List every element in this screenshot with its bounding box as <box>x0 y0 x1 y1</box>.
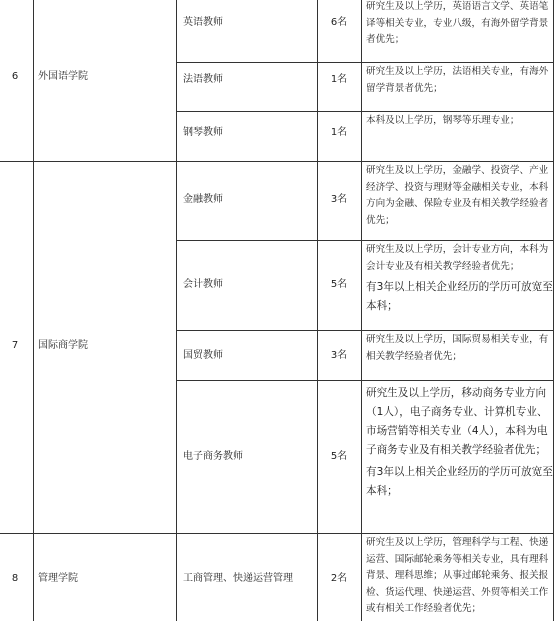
position-title: 法语教师 <box>183 74 223 85</box>
grid-line <box>0 533 554 534</box>
position-requirements <box>362 0 556 49</box>
requirement-text: 有3年以上相关企业经历的学历可放宽至本科； <box>366 466 553 497</box>
position-requirements <box>362 384 556 501</box>
requirement-text: 研究生及以上学历，移动商务专业方向（1人），电子商务专业、计算机专业、市场营销等相关专业（4人），本科为电子商务专业及有相关教学经验者优先； <box>366 387 548 456</box>
college-name: 外国语学院 <box>38 71 88 82</box>
position-requirements <box>362 332 556 365</box>
position-title: 电子商务教师 <box>183 451 243 462</box>
grid-line <box>33 0 34 621</box>
grid-line <box>176 240 554 241</box>
grid-line <box>317 0 318 621</box>
requirement-text: 研究生及以上学历，金融学、投资学、产业经济学、投资与理财等金融相关专业，本科方向为金融、保险专业及有相关教学经验者优先； <box>366 165 549 226</box>
row-number: 7 <box>11 340 19 351</box>
position-title: 国贸教师 <box>183 350 223 361</box>
requirement-text: 本科及以上学历，钢琴等乐理专业； <box>366 115 520 126</box>
position-requirements <box>362 113 556 130</box>
position-title: 工商管理、快递运营管理 <box>183 573 293 584</box>
position-title: 钢琴教师 <box>183 127 223 138</box>
position-count: 5名 <box>330 451 348 462</box>
college-name: 管理学院 <box>38 573 78 584</box>
college-name: 国际商学院 <box>38 340 88 351</box>
position-count: 1名 <box>330 74 348 85</box>
position-count: 3名 <box>330 350 348 361</box>
grid-line <box>176 111 554 112</box>
position-count: 2名 <box>330 573 348 584</box>
position-count: 3名 <box>330 194 348 205</box>
position-title: 会计教师 <box>183 279 223 290</box>
position-requirements <box>362 163 556 229</box>
position-count: 1名 <box>330 127 348 138</box>
grid-line <box>0 161 554 162</box>
row-number: 6 <box>11 71 19 82</box>
position-requirements <box>362 64 556 97</box>
grid-line <box>176 62 554 63</box>
requirement-text: 研究生及以上学历，会计专业方向，本科为会计专业及有相关教学经验者优先； <box>366 244 549 272</box>
position-requirements <box>362 242 556 316</box>
requirement-text: 研究生及以上学历，国际贸易相关专业，有相关教学经验者优先； <box>366 334 549 362</box>
position-title: 金融教师 <box>183 194 223 205</box>
grid-line <box>176 380 554 381</box>
requirement-text: 研究生及以上学历，法语相关专业，有海外留学背景者优先； <box>366 66 549 94</box>
row-number: 8 <box>11 573 19 584</box>
grid-line <box>176 0 177 621</box>
position-count: 6名 <box>330 17 348 28</box>
position-title: 英语教师 <box>183 17 223 28</box>
requirement-text: 研究生及以上学历，管理科学与工程、快递运营、国际邮轮乘务等相关专业，具有理科背景、理科思维；从事过邮轮乘务、报关报检、货运代理、快递运营、外贸等相关工作或有相关工作经验者优先； <box>366 537 549 614</box>
position-count: 5名 <box>330 279 348 290</box>
position-requirements <box>362 535 556 618</box>
grid-line <box>176 330 554 331</box>
requirement-text: 有3年以上相关企业经历的学历可放宽至本科； <box>366 281 553 312</box>
requirement-text: 研究生及以上学历，英语语言文学、英语笔译等相关专业，专业八级，有海外留学背景者优先； <box>366 1 549 45</box>
